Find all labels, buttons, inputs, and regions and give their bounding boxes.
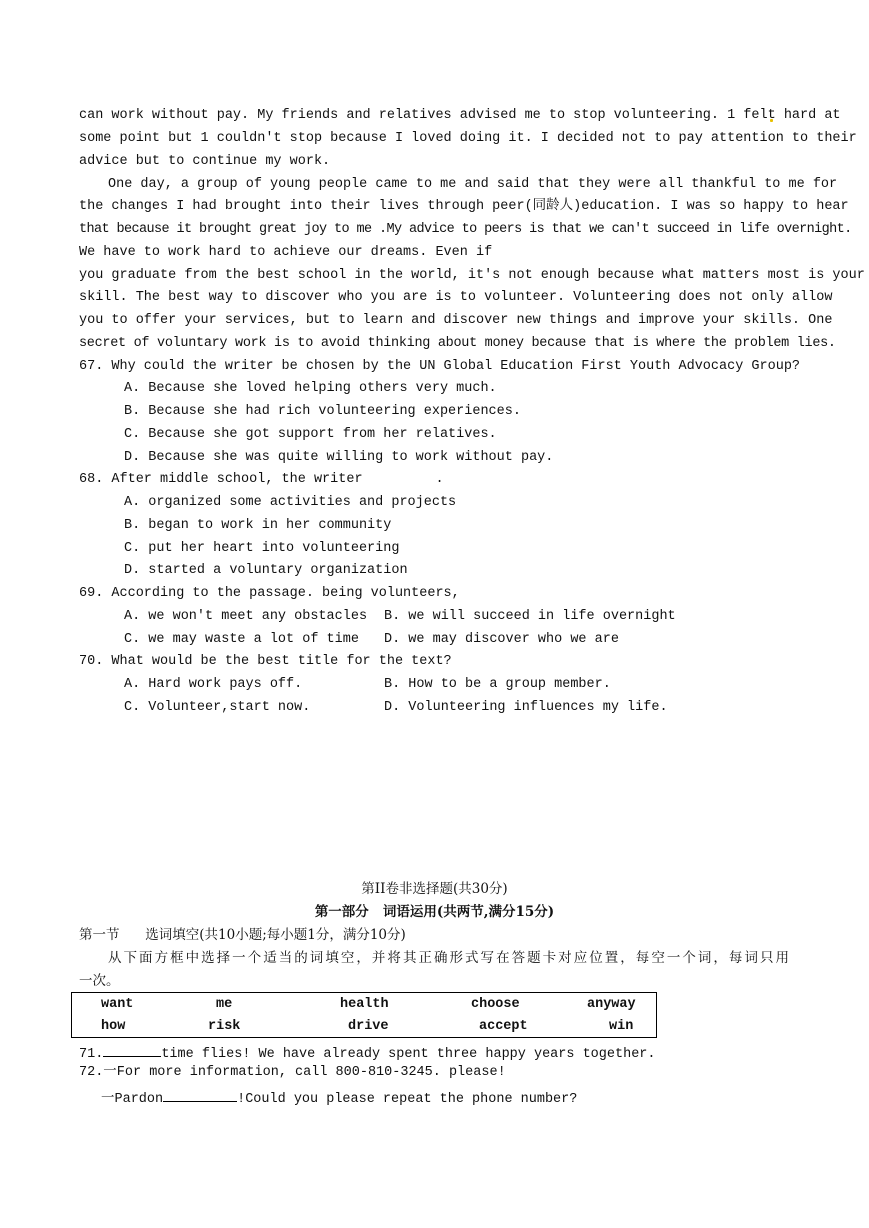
question-72-line2: [101, 1087, 577, 1109]
answer-option[interactable]: C. Volunteer,start now.: [124, 700, 311, 715]
answer-option[interactable]: D. Volunteering influences my life.: [384, 700, 668, 715]
passage-line: We have to work hard to achieve our dreams. Even if: [79, 245, 493, 260]
answer-option[interactable]: A. we won't meet any obstacles: [124, 609, 368, 624]
answer-option[interactable]: A. organized some activities and projects: [124, 495, 457, 510]
answer-option[interactable]: B. Because she had rich volunteering experiences.: [124, 404, 521, 419]
instruction-text: 一次。: [79, 973, 120, 989]
answer-blank[interactable]: [163, 1087, 237, 1102]
question-72-line1: 72.一For more information, call 800-810-3245. please!: [79, 1065, 506, 1080]
question-stem: 68. After middle school, the writer .: [79, 472, 444, 487]
answer-option[interactable]: A. Hard work pays off.: [124, 677, 303, 692]
word-bank-item: drive: [348, 1019, 389, 1034]
answer-option[interactable]: D. Because she was quite willing to work without pay.: [124, 450, 554, 465]
section-title: 第II卷非选择题(共30分): [361, 881, 508, 897]
passage-line: you to offer your services, but to learn and discover new things and improve your skills. One: [79, 313, 833, 328]
answer-option[interactable]: B. How to be a group member.: [384, 677, 611, 692]
answer-option[interactable]: D. started a voluntary organization: [124, 563, 408, 578]
answer-option[interactable]: C. we may waste a lot of time: [124, 632, 359, 647]
passage-line: the changes I had brought into their lives through peer(同龄人)education. I was so happy to hear: [79, 199, 849, 214]
word-bank-item: how: [101, 1019, 126, 1034]
passage-line: some point but 1 couldn't stop because I loved doing it. I decided not to pay attention to their: [79, 131, 857, 146]
word-bank-item: win: [609, 1019, 634, 1034]
word-bank-item: risk: [208, 1019, 241, 1034]
word-bank-item: choose: [471, 997, 520, 1012]
dialogue-text: 一Pardon: [101, 1092, 164, 1107]
part-title: 第一部分 词语运用(共两节,满分15分): [314, 904, 555, 920]
passage-line: you graduate from the best school in the world, it's not enough because what matters most is your: [79, 268, 865, 283]
answer-option[interactable]: D. we may discover who we are: [384, 632, 619, 647]
dialogue-text: !Could you please repeat the phone number?: [237, 1092, 578, 1107]
question-stem: 67. Why could the writer be chosen by the UN Global Education First Youth Advocacy Group?: [79, 359, 801, 374]
section-heading: 第一节 选词填空(共10小题;每小题1分，满分10分): [79, 927, 406, 943]
passage-line: advice but to continue my work.: [79, 154, 331, 169]
word-bank-item: anyway: [587, 997, 636, 1012]
answer-option[interactable]: C. Because she got support from her relatives.: [124, 427, 497, 442]
passage-line: One day, a group of young people came to me and said that they were all thankful to me for: [108, 177, 838, 192]
question-number: 71.: [79, 1047, 104, 1062]
instruction-text: 从下面方框中选择一个适当的词填空，并将其正确形式写在答题卡对应位置，每空一个词，每词只用: [108, 950, 789, 966]
answer-option[interactable]: B. began to work in her community: [124, 518, 392, 533]
question-text: time flies! We have already spent three happy years together.: [161, 1047, 656, 1062]
answer-option[interactable]: B. we will succeed in life overnight: [384, 609, 676, 624]
passage-line: skill. The best way to discover who you are is to volunteer. Volunteering does not only allow: [79, 290, 833, 305]
passage-line: secret of voluntary work is to avoid thinking about money because that is where the problem lies.: [79, 336, 836, 351]
question-71: [79, 1042, 656, 1064]
word-bank-item: health: [340, 997, 389, 1012]
answer-option[interactable]: C. put her heart into volunteering: [124, 541, 400, 556]
passage-line: that because it brought great joy to me .My advice to peers is that we can't succeed in life overnight.: [79, 222, 852, 237]
answer-blank[interactable]: [103, 1042, 161, 1057]
question-stem: 70. What would be the best title for the text?: [79, 654, 452, 669]
question-stem: 69. According to the passage. being volunteers,: [79, 586, 460, 601]
word-bank-item: want: [101, 997, 134, 1012]
answer-option[interactable]: A. Because she loved helping others very much.: [124, 381, 497, 396]
passage-line: can work without pay. My friends and relatives advised me to stop volunteering. 1 felt hard at: [79, 108, 841, 123]
word-bank-item: accept: [479, 1019, 528, 1034]
word-bank-item: me: [216, 997, 233, 1012]
